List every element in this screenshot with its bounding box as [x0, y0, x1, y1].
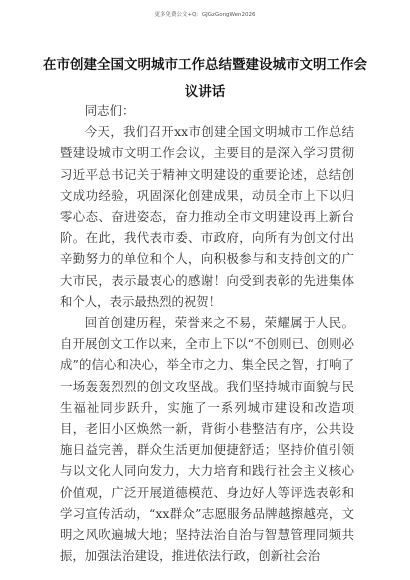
document-title: 在市创建全国文明城市工作总结暨建设城市文明工作会议讲话 [43, 57, 367, 100]
paragraph: 今天，我们召开xx市创建全国文明城市工作总结暨建设城市文明工作会议，主要目的是深入学习贯彻习近平总书记关于精神文明建设的重要论述，总结创文成功经验，巩固深化创建成果，动员全市上下以归零心态、奋进姿态，奋力推动全市文明建设再上新台阶。在此，我代表市委、市政府，向所有为创文付出辛勤努力的单位和个人，向积极参与和支持创文的广大市民，表示最衷心的感谢！向受到表彰的先进集体和个人，表示最热烈的祝贺！ [60, 124, 354, 309]
paragraph: 回首创建历程，荣誉来之不易，荣耀属于人民。自开展创文工作以来，全市上下以“不创则已、创则必成”的信心和决心，举全市之力、集全民之智，打响了一场轰轰烈烈的创文攻坚战。我们坚持城市面貌与民生福祉同步跃升，实施了一系列城市建设和改造项目，老旧小区焕然一新，背街小巷整洁有序，公共设施日益完善，群众生活更加便捷舒适；坚持价值引领与以文化人同向发力，大力培育和践行社会主义核心价值观，广泛开展道德模范、身边好人等评选表彰和学习宣传活动，“xx群众”志愿服务品牌越擦越亮，文明之风吹遍城大地；坚持法治自治与智慧管理同频共振，加强法治建设，推进依法行政，创新社会治 [60, 315, 354, 564]
header-note: 更多免费公文+Q：GJGzGongWen2026 [154, 12, 256, 18]
document-body [60, 100, 354, 566]
salutation: 同志们： [84, 103, 135, 118]
